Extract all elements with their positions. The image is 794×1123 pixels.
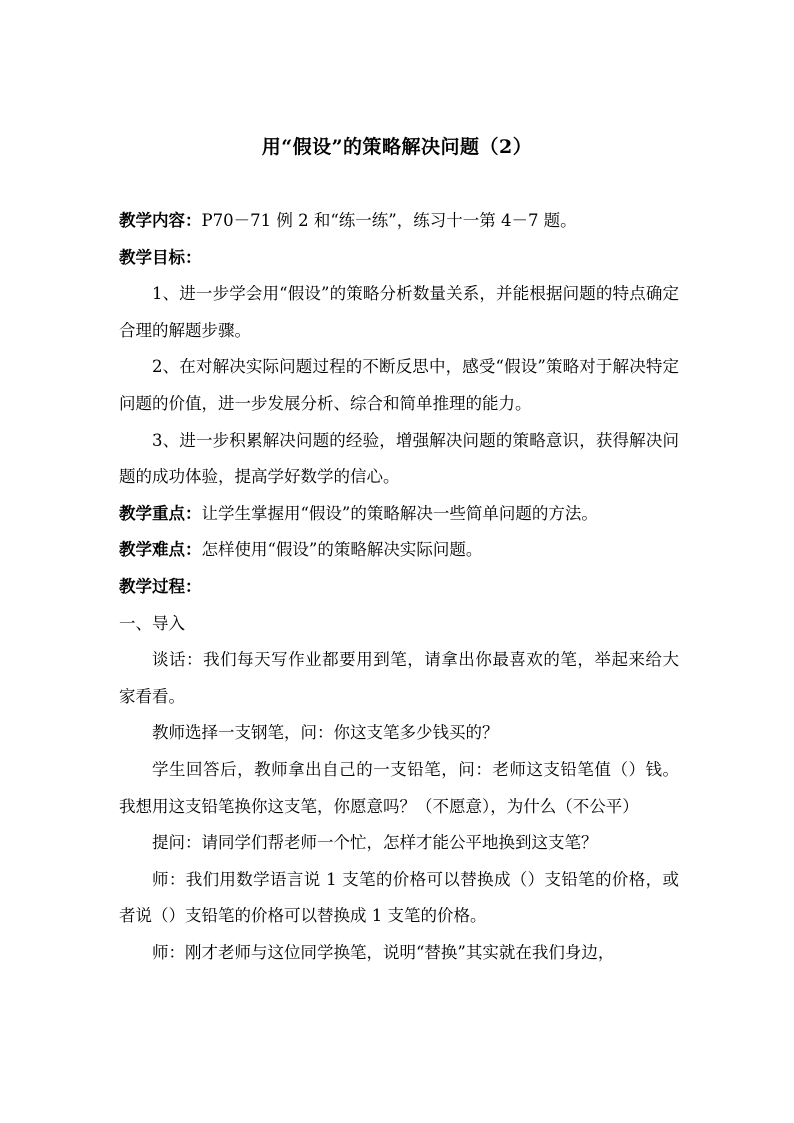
paragraph: 提问：请同学们帮老师一个忙，怎样才能公平地换到这支笔？ <box>152 833 598 853</box>
goals-heading: 教学目标： <box>119 247 202 267</box>
key-point-line <box>119 496 679 533</box>
paragraph: 谈话：我们每天写作业都要用到笔，请拿出你最喜欢的笔，举起来给大家看看。 <box>119 650 679 706</box>
key-point-label: 教学重点： <box>119 503 202 523</box>
goal-item-2: 2、在对解决实际问题过程的不断反思中，感受“假设”策略对于解决特定问题的价值，进一步发展分析、综合和简单推理的能力。 <box>119 357 679 413</box>
paragraph: 教师选择一支钢笔，问：你这支笔多少钱买的？ <box>152 723 499 743</box>
content-line <box>119 203 679 240</box>
process-heading: 教学过程： <box>119 576 202 596</box>
document-title: 用“假设”的策略解决问题（2） <box>261 136 533 158</box>
difficulty-label: 教学难点： <box>119 540 202 560</box>
goal-item-3: 3、进一步积累解决问题的经验，增强解决问题的策略意识，获得解决问题的成功体验，提高学好数学的信心。 <box>119 430 679 487</box>
paragraph: 师：我们用数学语言说 1 支笔的价格可以替换成（）支铅笔的价格，或者说（）支铅笔的价格可以替换成 1 支笔的价格。 <box>119 869 679 926</box>
document-body <box>119 203 679 971</box>
key-point-text: 让学生掌握用“假设”的策略解决一些简单问题的方法。 <box>201 503 598 523</box>
paragraph: 师：刚才老师与这位同学换笔，说明“替换”其实就在我们身边， <box>152 942 615 962</box>
content-text: P70－71 例 2 和“练一练”，练习十一第 4－7 题。 <box>201 211 577 230</box>
paragraph: 学生回答后，教师拿出自己的一支铅笔，问：老师这支铅笔值（）钱。我想用这支铅笔换你这支笔，你愿意吗？（不愿意），为什么（不公平） <box>119 759 679 816</box>
goal-item-1: 1、进一步学会用“假设”的策略分析数量关系，并能根据问题的特点确定合理的解题步骤。 <box>119 284 679 340</box>
content-label: 教学内容： <box>119 211 202 230</box>
difficulty-text: 怎样使用“假设”的策略解决实际问题。 <box>201 540 483 560</box>
section-heading: 一、导入 <box>119 613 185 633</box>
difficulty-line <box>119 532 679 569</box>
